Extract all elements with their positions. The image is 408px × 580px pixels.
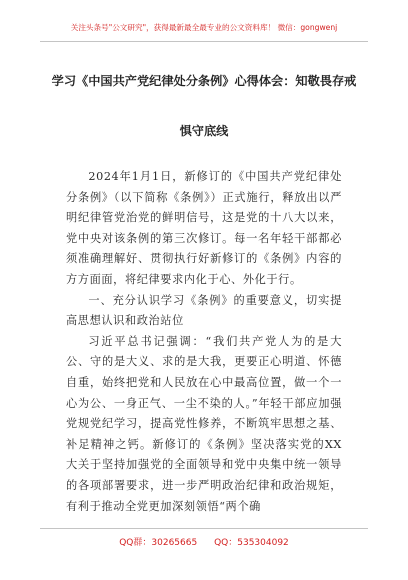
header-banner: 关注头条号"公文研究"，获得最新最全最专业的公文资料库！ 微信：gongwenj — [70, 23, 338, 32]
paragraph-intro: 2024年1月1日，新修订的《中国共产党纪律处分条例》（以下简称《条例》）正式施行，释放出以严明纪律管党治党的鲜明信号，这是党的十八大以来，党中央对该条例的第三次修订。每一名年轻干部都必须准确理解好、贯彻执行好新修订的《条例》内容的方方面面，将纪律要求内化于心、外化于行。 — [66, 170, 342, 286]
document-body — [66, 167, 342, 517]
footer-qq: QQ：535304092 — [214, 538, 289, 548]
document-title-line-2: 惧守底线 — [179, 124, 229, 138]
document-title-line-1: 学习《中国共产党纪律处分条例》心得体会：知敬畏存戒 — [51, 74, 357, 88]
footer-qq-group: QQ群：30265665 — [119, 538, 198, 548]
footer-contact — [0, 535, 408, 548]
footer-divider — [40, 528, 368, 529]
paragraph-body: 习近平总书记强调：“我们共产党人为的是大公、守的是大义、求的是大我，更要正心明道、怀德自重，始终把党和人民放在心中最高位置，做一个一心为公、一身正气、一尘不染的人。”年轻干部应加强党规党纪学习，提高党性修养，不断筑牢思想之基、补足精神之钙。新修订的《条例》坚决落实党的XX大关于坚持加强党的全面领导和党中央集中统一领导的各项部署要求，进一步严明政治纪律和政治规矩，有利于推动全党更加深刻领悟“两个确 — [66, 334, 342, 513]
section-heading-1: 一、充分认识学习《条例》的重要意义，切实提高思想认识和政治站位 — [66, 293, 342, 328]
header-divider — [40, 41, 368, 42]
